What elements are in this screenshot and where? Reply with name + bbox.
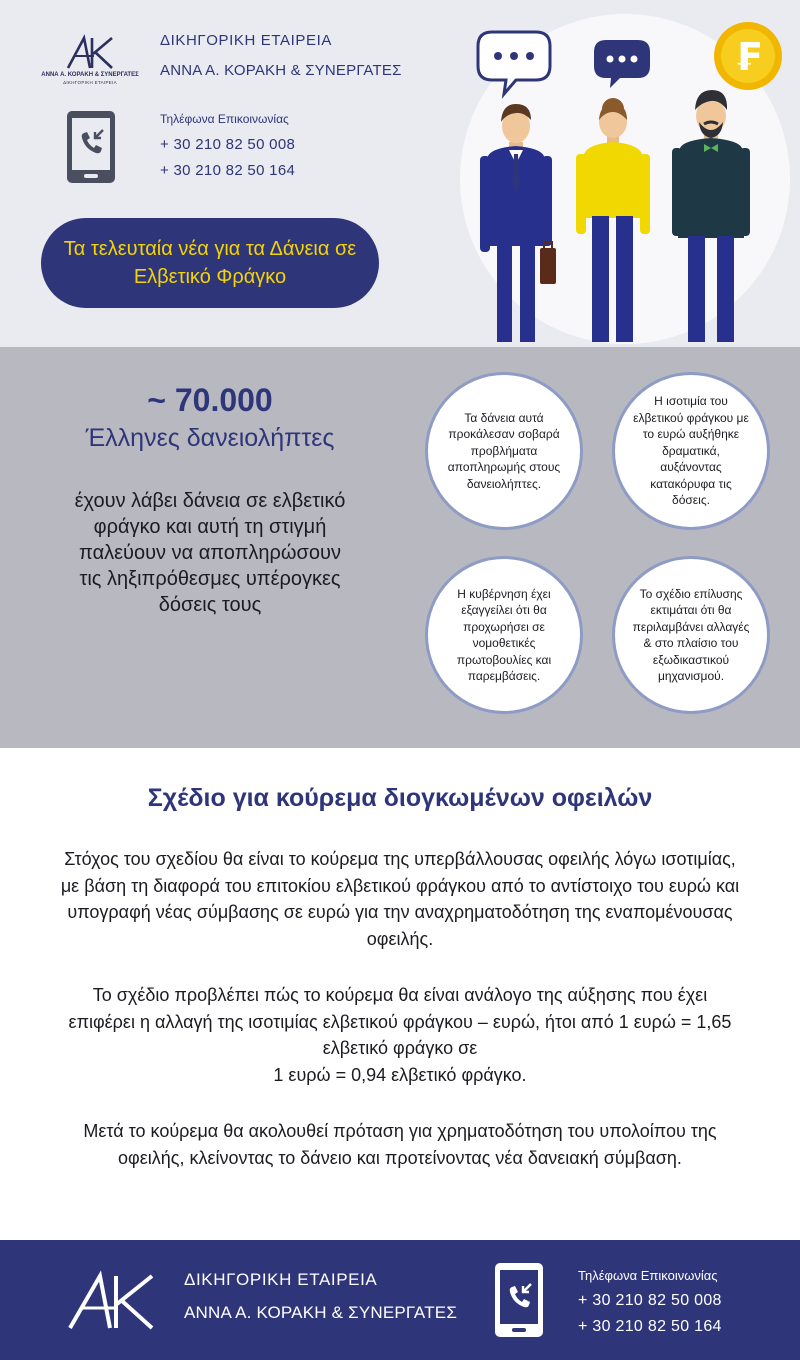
logo-subtitle: ΔΙΚΗΓΟΡΙΚΗ ΕΤΑΙΡΕΙΑ xyxy=(63,80,117,85)
coin-symbol: ₣ xyxy=(734,35,762,79)
paragraph-2-text: Το σχέδιο προβλέπει πώς το κούρεμα θα είναι ανάλογο της αύξησης που έχει επιφέρει η αλλαγή της ισοτιμίας ελβετικού φράγκου – ευρώ, ήτοι από 1 ευρώ = 1,65 ελβετικό φράγκο σε xyxy=(68,985,732,1058)
article-title: Σχέδιο για κούρεμα διογκωμένων οφειλών xyxy=(147,784,653,812)
phone-icon xyxy=(66,110,116,184)
footer-phone-icon xyxy=(494,1262,544,1338)
article-paragraph-2 xyxy=(60,982,740,1088)
logo-firm-name: ΑΝΝΑ Α. ΚΟΡΑΚΗ & ΣΥΝΕΡΓΑΤΕΣ xyxy=(41,72,139,78)
info-bubble-repayment: Τα δάνεια αυτά προκάλεσαν σοβαρά προβλήματα αποπληρωμής στους δανειολήπτες. xyxy=(425,372,583,530)
footer-phones-label: Τηλέφωνα Επικοινωνίας xyxy=(578,1268,718,1283)
footer-ak-logo-icon xyxy=(66,1270,158,1332)
info-bubble-government: Η κυβέρνηση έχει εξαγγείλει ότι θα προχωρήσει σε νομοθετικές πρωτοβουλίες και παρεμβάσεις. xyxy=(425,556,583,714)
borrowers-label: Έλληνες δανειολήπτες xyxy=(85,424,335,452)
footer-phone-number-2[interactable]: + 30 210 82 50 164 xyxy=(578,1318,722,1335)
bearded-man-figure xyxy=(672,90,750,342)
phone-number-1[interactable]: + 30 210 82 50 008 xyxy=(160,136,296,153)
footer-phone-number-1[interactable]: + 30 210 82 50 008 xyxy=(578,1292,722,1309)
info-bubble-resolution-plan: Το σχέδιο επίλυσης εκτιμάται ότι θα περιλαμβάνει αλλαγές & στο πλαίσιο του εξωδικαστικού μηχανισμού. xyxy=(612,556,770,714)
ak-monogram-icon xyxy=(64,34,116,70)
people-illustration xyxy=(460,14,800,347)
paragraph-2-rate: 1 ευρώ = 0,94 ελβετικό φράγκο. xyxy=(273,1064,527,1085)
firm-logo xyxy=(40,34,140,90)
chat-bubble-icon xyxy=(594,40,650,88)
article-paragraph-1: Στόχος του σχεδίου θα είναι το κούρεμα της υπερβάλλουσας οφειλής λόγω ισοτιμίας, με βάση τη διαφορά του επιτοκίου ελβετικού φράγκου από το αντίστοιχο του ευρώ και υπογραφή νέας σύμβασης σε ευρώ για την αναχρηματοδότηση της εναπομένουσας οφειλής. xyxy=(60,849,740,949)
franc-coin-icon xyxy=(714,22,782,90)
article-paragraph-3: Μετά το κούρεμα θα ακολουθεί πρόταση για χρηματοδότηση του υπολοίπου της οφειλής, κλείνοντας το δάνειο και προτείνοντας νέα δανειακή σύμβαση. xyxy=(83,1121,717,1168)
phone-number-2[interactable]: + 30 210 82 50 164 xyxy=(160,162,296,179)
footer-firm-name: ΑΝΝΑ Α. ΚΟΡΑΚΗ & ΣΥΝΕΡΓΑΤΕΣ xyxy=(184,1303,458,1322)
header-section xyxy=(0,0,800,347)
borrowers-count: ~ 70.000 xyxy=(147,382,273,418)
woman-figure xyxy=(576,98,650,342)
firm-name: ΑΝΝΑ Α. ΚΟΡΑΚΗ & ΣΥΝΕΡΓΑΤΕΣ xyxy=(160,62,402,79)
borrowers-description: έχουν λάβει δάνεια σε ελβετικό φράγκο και αυτή τη στιγμή παλεύουν να αποπληρώσουν τις ληξιπρόθεσμες υπέρογκες δόσεις τους xyxy=(74,490,346,616)
footer-firm-type: ΔΙΚΗΓΟΡΙΚΗ ΕΤΑΙΡΕΙΑ xyxy=(184,1270,378,1289)
news-title-pill: Τα τελευταία νέα για τα Δάνεια σε Ελβετικό Φράγκο xyxy=(41,218,379,308)
speech-bubble-icon xyxy=(478,32,550,94)
info-bubble-exchange-rate: Η ισοτιμία του ελβετικού φράγκου με το ευρώ αυξήθηκε δραματικά, αυξάνοντας κατακόρυφα τις δόσεις. xyxy=(612,372,770,530)
businessman-figure xyxy=(480,104,556,342)
phones-label: Τηλέφωνα Επικοινωνίας xyxy=(160,112,289,126)
firm-type: ΔΙΚΗΓΟΡΙΚΗ ΕΤΑΙΡΕΙΑ xyxy=(160,32,332,49)
